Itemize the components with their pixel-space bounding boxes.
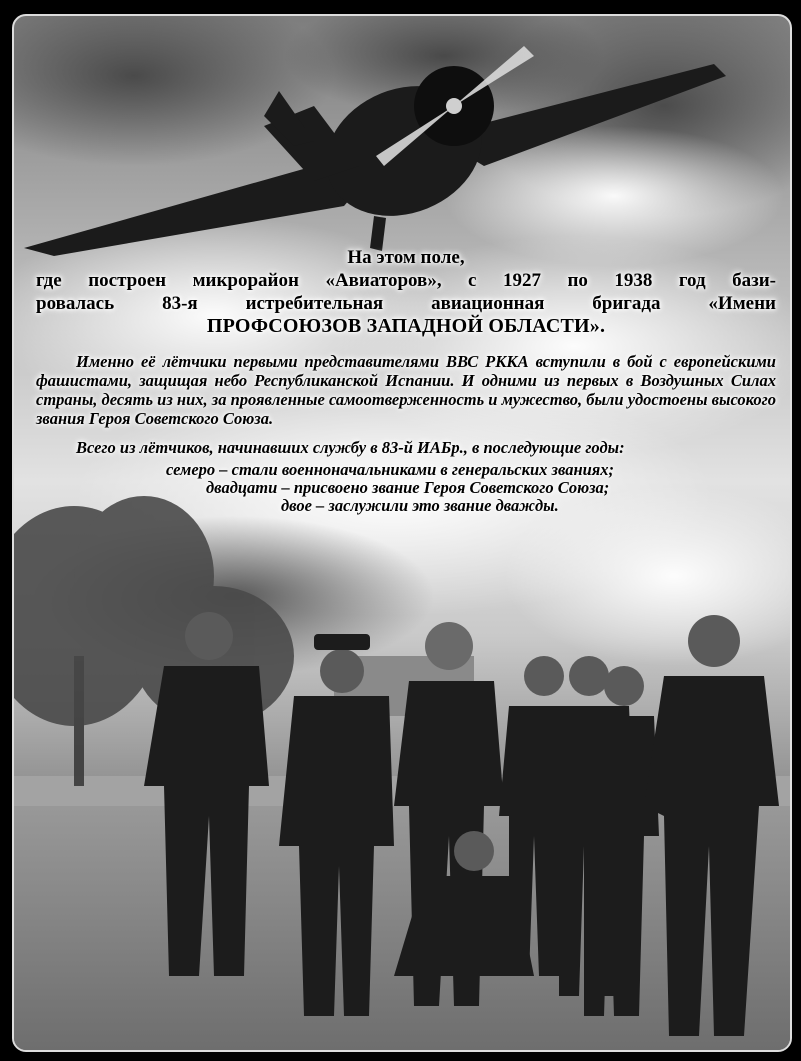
summary-item: семеро – стали военноначальниками в генеральских званиях; — [166, 460, 615, 479]
headline-line-2: где построен микрорайон «Авиаторов», с 1927 по 1938 год бази- — [36, 270, 776, 291]
headline — [36, 246, 776, 338]
summary-item: двое – заслужили это звание дважды. — [281, 496, 559, 515]
headline-line-1: На этом поле, — [347, 247, 465, 268]
pilot-figure — [644, 615, 779, 1036]
summary-item: двадцати – присвоено звание Героя Советского Союза; — [206, 478, 610, 497]
history-paragraph: Именно её лётчики первыми представителями ВВС РККА вступили в бой с европейскими фашистами, защищая небо Республиканской Испании. И одними из первых в Воздушных Силах страны, десять из них, за проявленные самоотверженность и мужество, были удостоены высокого звания Героя Советского Союза. — [36, 352, 776, 428]
summary-list — [36, 461, 776, 515]
headline-line-3: ровалась 83-я истребительная авиационная бригада «Имени — [36, 293, 776, 314]
memorial-poster — [12, 14, 792, 1052]
summary-lead: Всего из лётчиков, начинавших службу в 83-й ИАБр., в последующие годы: — [76, 438, 625, 457]
headline-line-4: ПРОФСОЮЗОВ ЗАПАДНОЙ ОБЛАСТИ». — [206, 315, 606, 337]
pilots-group-photo — [14, 16, 790, 1050]
memorial-text — [36, 246, 776, 515]
